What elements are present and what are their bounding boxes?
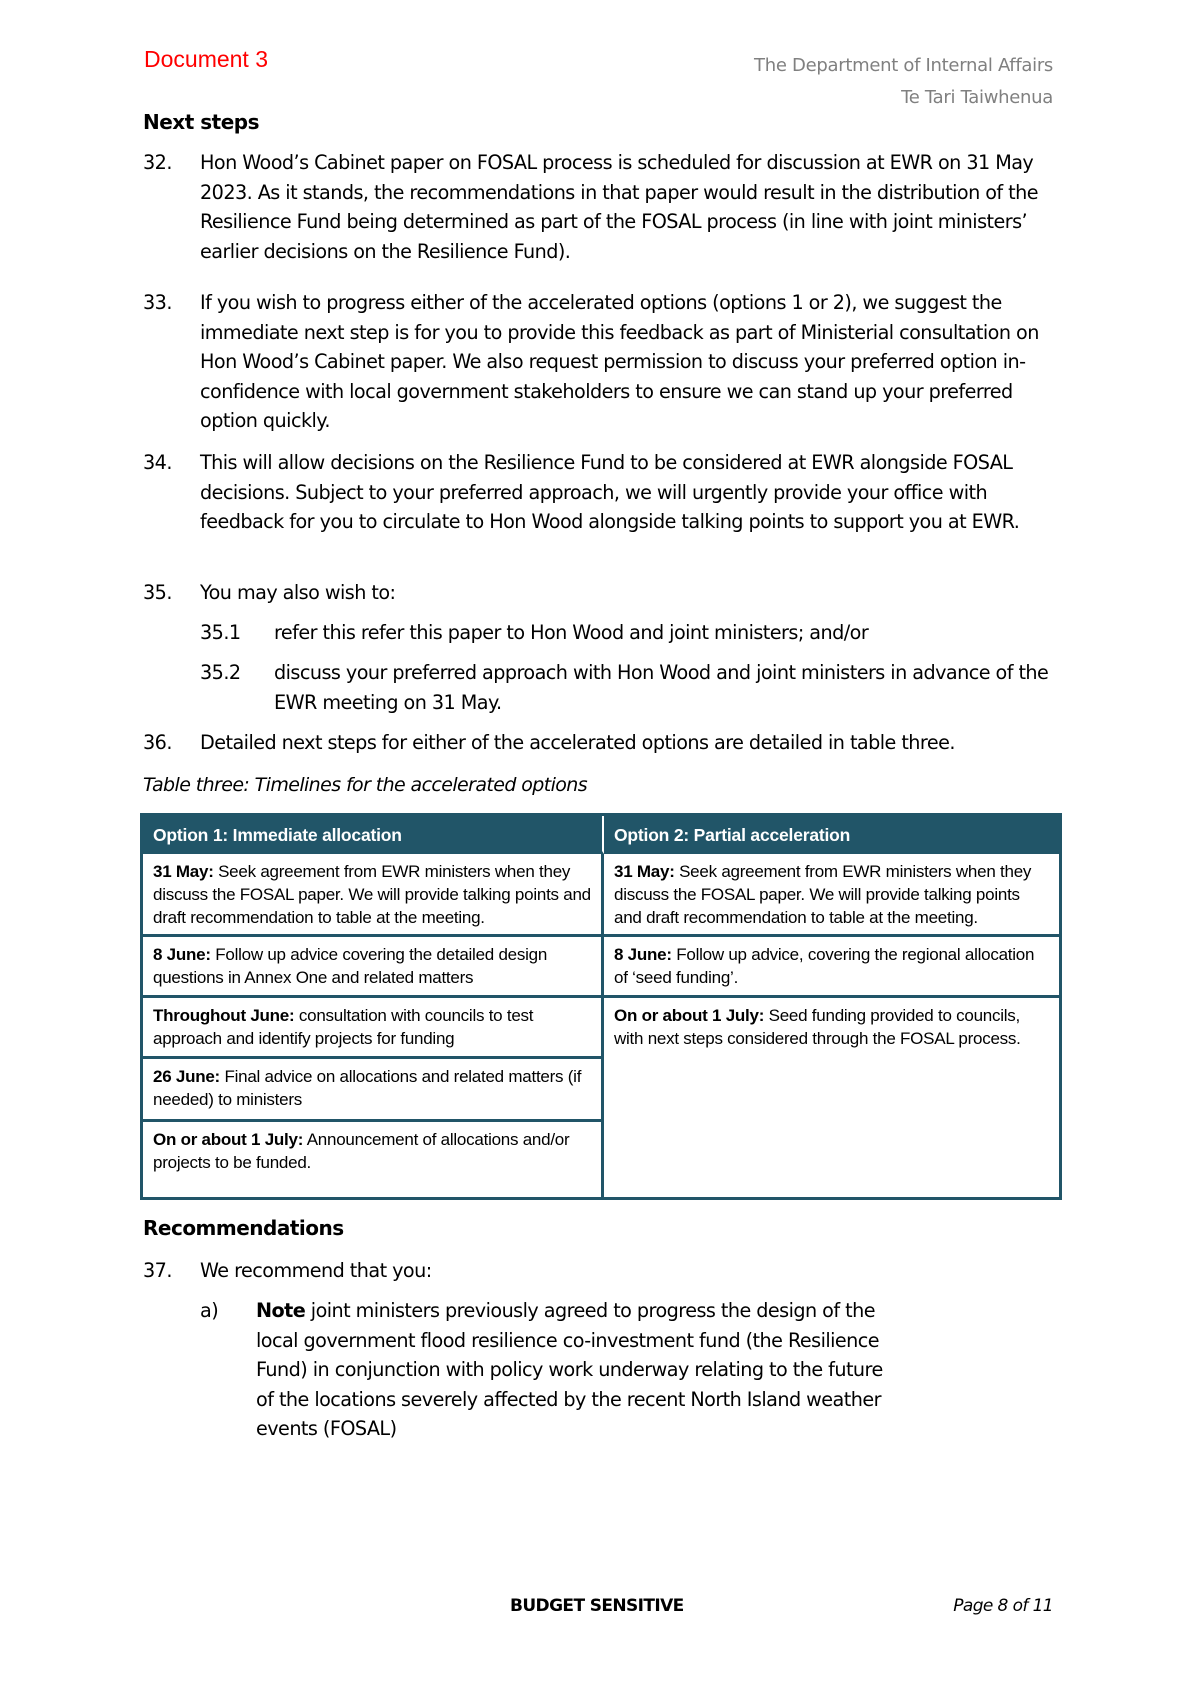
- recommendation-item-a: [200, 1296, 900, 1444]
- paragraph-text: Hon Wood’s Cabinet paper on FOSAL process is scheduled for discussion at EWR on 31 May 2023. As it stands, the recommendations in that paper would result in the distribution of the Resilience Fund being determined as part of the FOSAL process (in line with joint ministers’ earlier decisions on the Resilience Fund).: [200, 151, 1039, 263]
- table-header-option-1: Option 1: Immediate allocation: [143, 816, 604, 854]
- subparagraph-text: refer this refer this paper to Hon Wood and joint ministers; and/or: [274, 621, 869, 644]
- recommendation-text: [256, 1296, 900, 1444]
- table-cell: [143, 854, 601, 937]
- paragraph-number: 34.: [143, 451, 172, 474]
- cell-text: Seek agreement from EWR ministers when they discuss the FOSAL paper. We will provide talking points and draft recommendation to table at the meeting.: [153, 862, 591, 927]
- paragraph-text: You may also wish to:: [200, 581, 396, 604]
- cell-text: Seed funding provided to councils, with next steps considered through the FOSAL process.: [614, 1006, 1021, 1048]
- cell-date: 8 June:: [614, 945, 672, 964]
- cell-date: 31 May:: [614, 862, 675, 881]
- subparagraph-text: discuss your preferred approach with Hon Wood and joint ministers in advance of the EWR meeting on 31 May.: [274, 661, 1049, 714]
- cell-date: 8 June:: [153, 945, 211, 964]
- cell-text: consultation with councils to test approach and identify projects for funding: [153, 1006, 534, 1048]
- section-heading-next-steps: Next steps: [143, 110, 259, 134]
- section-heading-recommendations: Recommendations: [143, 1216, 344, 1240]
- table-cell: [143, 998, 601, 1059]
- table-cell: [604, 854, 1059, 937]
- cell-date: 31 May:: [153, 862, 214, 881]
- department-name: The Department of Internal Affairs: [754, 55, 1053, 76]
- paragraph-number: 35.: [143, 581, 172, 604]
- table-column-option-1: [143, 816, 604, 1197]
- subparagraph-number: 35.1: [200, 621, 241, 644]
- subparagraph-number: 35.2: [200, 661, 241, 684]
- recommendation-action: Note: [256, 1299, 306, 1322]
- classification-label: BUDGET SENSITIVE: [510, 1596, 684, 1616]
- cell-date: On or about 1 July:: [614, 1006, 765, 1025]
- subparagraph-35-1: [200, 618, 1060, 648]
- cell-date: On or about 1 July:: [153, 1130, 304, 1149]
- cell-date: 26 June:: [153, 1067, 220, 1086]
- paragraph-35: [143, 578, 1053, 608]
- table-header-option-2: Option 2: Partial acceleration: [604, 816, 1059, 854]
- paragraph-number: 32.: [143, 151, 172, 174]
- paragraph-number: 36.: [143, 731, 172, 754]
- cell-text: Follow up advice covering the detailed design questions in Annex One and related matters: [153, 945, 548, 987]
- table-column-option-2: [604, 816, 1059, 1197]
- paragraph-37: [143, 1256, 1053, 1286]
- paragraph-text: If you wish to progress either of the accelerated options (options 1 or 2), we suggest the immediate next step is for you to provide this feedback as part of Ministerial consultation on Hon Wood’s Cabinet paper. We also request permission to discuss your preferred option in-confidence with local government stakeholders to ensure we can stand up your preferred option quickly.: [200, 291, 1039, 432]
- paragraph-34: [143, 448, 1053, 537]
- paragraph-text: This will allow decisions on the Resilience Fund to be considered at EWR alongside FOSAL decisions. Subject to your preferred approach, we will urgently provide your office with feedback for you to circulate to Hon Wood alongside talking points to support you at EWR.: [200, 451, 1020, 533]
- cell-date: Throughout June:: [153, 1006, 295, 1025]
- paragraph-number: 37.: [143, 1259, 172, 1282]
- paragraph-36: [143, 728, 1053, 758]
- document-label: Document 3: [144, 46, 269, 72]
- cell-text: Final advice on allocations and related matters (if needed) to ministers: [153, 1067, 582, 1109]
- table-cell: [604, 998, 1059, 1197]
- page-number: Page 8 of 11: [953, 1596, 1053, 1616]
- department-header: [754, 50, 1053, 114]
- table-cell: [143, 1059, 601, 1122]
- paragraph-number: 33.: [143, 291, 172, 314]
- cell-text: Seek agreement from EWR ministers when they discuss the FOSAL paper. We will provide talking points and draft recommendation to table at the meeting.: [614, 862, 1032, 927]
- recommendation-body: joint ministers previously agreed to progress the design of the local government flood resilience co-investment fund (the Resilience Fund) in conjunction with policy work underway relating to the future of the locations severely affected by the recent North Island weather events (FOSAL): [256, 1299, 883, 1440]
- recommendation-label: a): [200, 1299, 219, 1322]
- paragraph-33: [143, 288, 1053, 436]
- table-cell: [604, 937, 1059, 998]
- cell-text: Announcement of allocations and/or projects to be funded.: [153, 1130, 570, 1172]
- cell-text: Follow up advice, covering the regional allocation of ‘seed funding’.: [614, 945, 1035, 987]
- paragraph-32: [143, 148, 1053, 266]
- table-cell: [143, 1122, 601, 1197]
- table-cell: [143, 937, 601, 998]
- department-maori-name: Te Tari Taiwhenua: [901, 87, 1053, 108]
- paragraph-text: Detailed next steps for either of the accelerated options are detailed in table three.: [200, 731, 955, 754]
- paragraph-text: We recommend that you:: [200, 1259, 432, 1282]
- subparagraph-35-2: [200, 658, 1060, 717]
- timeline-table: [140, 813, 1062, 1200]
- table-caption: Table three: Timelines for the accelerated options: [143, 774, 588, 796]
